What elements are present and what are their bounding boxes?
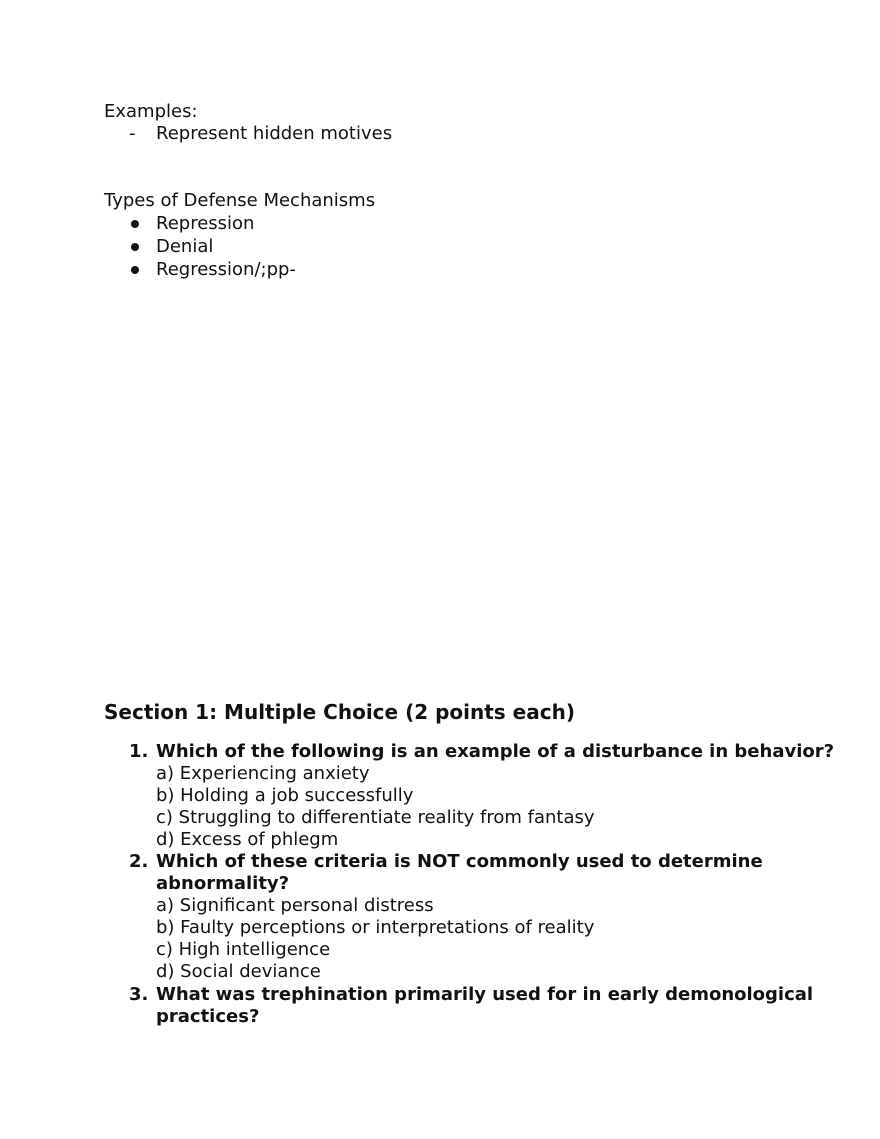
answer-option: d) Excess of phlegm [156,829,339,850]
question-text: practices? [156,1006,260,1027]
section-title: Section 1: Multiple Choice (2 points each) [104,700,575,724]
question-number: 3. [129,984,149,1005]
question-text: Which of these criteria is NOT commonly used to determine [156,851,763,872]
dash-marker: - [129,123,136,144]
answer-option: a) Experiencing anxiety [156,763,370,784]
question-text: Which of the following is an example of a disturbance in behavior? [156,741,835,762]
examples-label: Examples: [104,101,198,122]
answer-option: d) Social deviance [156,961,321,982]
bullet-icon [131,243,139,251]
answer-option: c) High intelligence [156,939,331,960]
example-item: Represent hidden motives [156,123,393,144]
answer-option: b) Faulty perceptions or interpretations of reality [156,917,595,938]
question-text: abnormality? [156,873,290,894]
question-number: 1. [129,741,149,762]
question-text: What was trephination primarily used for in early demonological [156,984,814,1005]
defense-item: Regression/;pp- [156,259,296,280]
defense-item: Denial [156,236,214,257]
bullet-icon [131,266,139,274]
question-number: 2. [129,851,149,872]
defense-mechanisms-label: Types of Defense Mechanisms [104,190,376,211]
bullet-icon [131,220,139,228]
answer-option: a) Significant personal distress [156,895,434,916]
defense-item: Repression [156,213,255,234]
answer-option: b) Holding a job successfully [156,785,414,806]
answer-option: c) Struggling to differentiate reality from fantasy [156,807,595,828]
